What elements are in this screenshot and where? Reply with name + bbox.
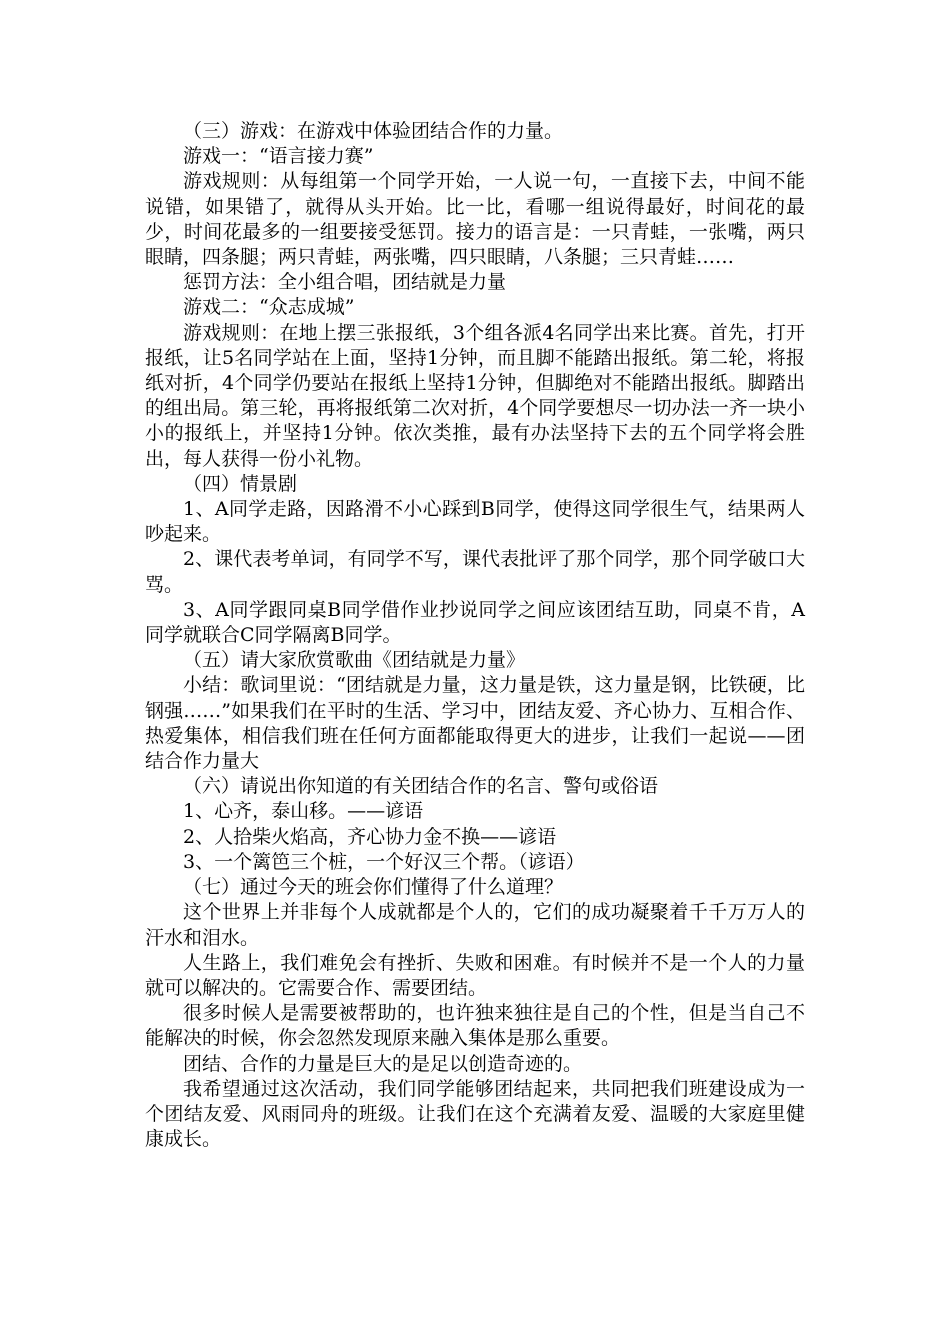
lesson-paragraph-4: 团结、合作的力量是巨大的是足以创造奇迹的。 [183,1052,583,1075]
game-two-title: 游戏二：“众志成城” [183,296,355,319]
section-heading-skit: （四）情景剧 [183,472,298,495]
closing-paragraph: 我希望通过这次活动，我们同学能够团结起来，共同把我们班建设成为一个团结友爱、风雨同舟的班级。让我们在这个充满着友爱、温暖的大家庭里健康成长。 [145,1077,805,1151]
quote-item-1: 1、心齐，泰山移。——谚语 [183,800,424,823]
quote-item-2: 2、人拾柴火焰高，齐心协力金不换——谚语 [183,825,557,848]
game-one-rules: 游戏规则：从每组第一个同学开始，一人说一句，一直接下去，中间不能说错，如果错了，就得从头开始。比一比，看哪一组说得最好，时间花的最少，时间花最多的一组要接受惩罚。接力的语言是：一只青蛙，一张嘴，两只眼睛，四条腿；两只青蛙，两张嘴，四只眼睛，八条腿；三只青蛙…… [145,170,805,269]
lesson-paragraph-2: 人生路上，我们难免会有挫折、失败和困难。有时候并不是一个人的力量就可以解决的。它需要合作、需要团结。 [145,951,805,999]
section-heading-quotes: （六）请说出你知道的有关团结合作的名言、警句或俗语 [183,775,659,798]
game-one-title: 游戏一：“语言接力赛” [183,145,374,168]
skit-item-3: 3、A同学跟同桌B同学借作业抄说同学之间应该团结互助，同桌不肯，A同学就联合C同学隔离B同学。 [145,598,805,647]
game-one-penalty: 惩罚方法：全小组合唱，团结就是力量 [183,271,507,294]
section-heading-lesson: （七）通过今天的班会你们懂得了什么道理？ [183,876,564,899]
lesson-paragraph-1: 这个世界上并非每个人成就都是个人的，它们的成功凝聚着千千万万人的汗水和泪水。 [145,901,805,949]
song-summary: 小结：歌词里说：“团结就是力量，这力量是铁，这力量是钢，比铁硬，比钢强……”如果我们在平时的生活、学习中，团结友爱、齐心协力、互相合作、热爱集体，相信我们班在任何方面都能取得更大的进步，让我们一起说——团结合作力量大 [145,674,805,773]
lesson-paragraph-3: 很多时候人是需要被帮助的，也许独来独往是自己的个性，但是当自己不能解决的时候，你会忽然发现原来融入集体是那么重要。 [145,1002,805,1050]
skit-item-1: 1、A同学走路，因路滑不小心踩到B同学，使得这同学很生气，结果两人吵起来。 [145,498,805,546]
game-two-rules: 游戏规则：在地上摆三张报纸，3个组各派4名同学出来比赛。首先，打开报纸，让5名同学站在上面，坚持1分钟，而且脚不能踏出报纸。第二轮，将报纸对折，4个同学仍要站在报纸上坚持1分钟，但脚绝对不能踏出报纸。脚踏出的组出局。第三轮，再将报纸第二次对折，4个同学要想尽一切办法一齐一块小小的报纸上，并坚持1分钟。依次类推，最有办法坚持下去的五个同学将会胜出，每人获得一份小礼物。 [145,321,805,470]
quote-item-3: 3、一个篱笆三个桩，一个好汉三个帮。（谚语） [183,850,585,873]
document-body [145,119,805,1152]
section-heading-game: （三）游戏：在游戏中体验团结合作的力量。 [183,120,564,142]
section-heading-song: （五）请大家欣赏歌曲《团结就是力量》 [183,649,526,672]
skit-item-2: 2、课代表考单词，有同学不写，课代表批评了那个同学，那个同学破口大骂。 [145,548,805,596]
